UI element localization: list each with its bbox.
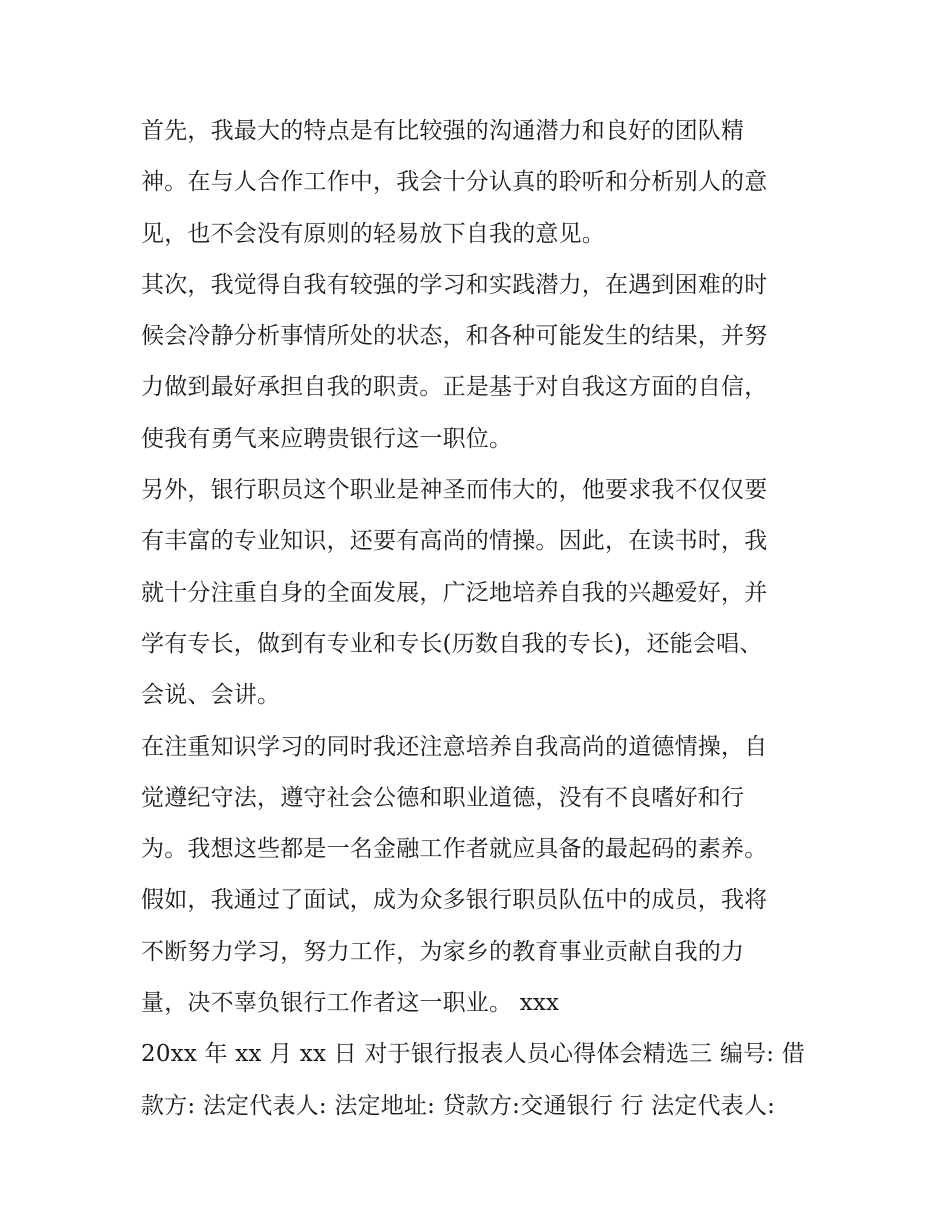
text-line: 力做到最好承担自我的职责。正是基于对自我这方面的自信， (141, 374, 768, 401)
text-line: 20xx 年 xx 月 xx 日 对于银行报表人员心得体会精选三 编号: 借 (141, 1041, 805, 1068)
text-line: 另外，银行职员这个职业是神圣而伟大的，他要求我不仅仅要 (141, 477, 768, 504)
text-line: 首先，我最大的特点是有比较强的沟通潜力和良好的团队精 (141, 118, 745, 144)
document-body (141, 106, 816, 1132)
text-line: 就十分注重自身的全面发展，广泛地培养自我的兴趣爱好，并 (141, 579, 768, 606)
text-line: 会说、会讲。 (141, 682, 281, 709)
text-line: 量，决不辜负银行工作者这一职业。 xxx (141, 990, 560, 1017)
text-line: 学有专长，做到有专业和专长(历数自我的专长)，还能会唱、 (141, 630, 763, 657)
text-line: 使我有勇气来应聘贵银行这一职位。 (141, 425, 513, 452)
text-line: 见，也不会没有原则的轻易放下自我的意见。 (141, 220, 605, 247)
text-line: 候会冷静分析事情所处的状态，和各种可能发生的结果，并努 (141, 323, 768, 350)
text-line: 觉遵纪守法，遵守社会公德和职业道德，没有不良嗜好和行 (141, 784, 745, 811)
text-line: 有丰富的专业知识，还要有高尚的情操。因此，在读书时，我 (141, 528, 768, 555)
text-line: 不断努力学习，努力工作，为家乡的教育事业贡献自我的力 (141, 938, 745, 965)
text-line: 为。我想这些都是一名金融工作者就应具备的最起码的素养。 (141, 836, 768, 863)
text-line: 在注重知识学习的同时我还注意培养自我高尚的道德情操，自 (141, 733, 768, 760)
text-line: 神。在与人合作工作中，我会十分认真的聆听和分析别人的意 (141, 169, 768, 196)
text-line: 假如，我通过了面试，成为众多银行职员队伍中的成员，我将 (141, 887, 768, 914)
text-line: 款方: 法定代表人: 法定地址: 贷款方:交通银行 行 法定代表人: (141, 1092, 776, 1119)
text-line: 其次，我觉得自我有较强的学习和实践潜力，在遇到困难的时 (141, 271, 768, 298)
